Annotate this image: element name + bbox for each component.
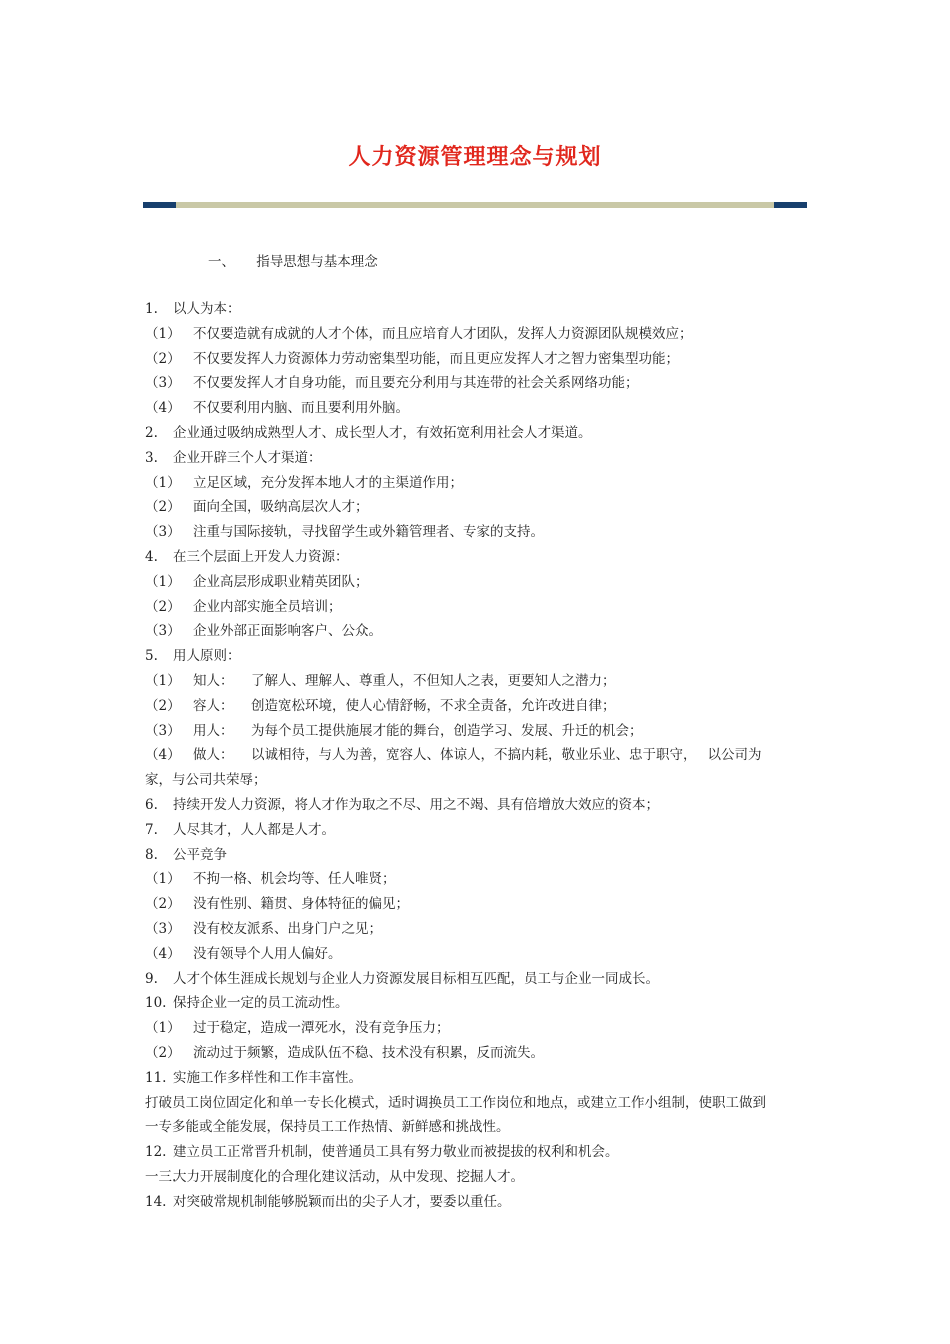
list-marker: 一三.: [145, 1168, 177, 1185]
line-text: 企业通过吸纳成熟型人才、成长型人才，有效拓宽利用社会人才渠道。: [173, 424, 592, 441]
paragraph-line: [145, 322, 810, 347]
list-marker: （1）: [145, 871, 181, 888]
line-text: 企业内部实施全员培训；: [193, 598, 342, 615]
list-marker: （2）: [145, 499, 181, 516]
list-marker: （1）: [145, 474, 181, 491]
paragraph-line: [145, 768, 810, 793]
list-marker: （1）: [145, 1020, 181, 1037]
paragraph-line: [145, 371, 810, 396]
document-title: 人力资源管理理念与规划: [348, 145, 602, 170]
paragraph-line: [145, 818, 810, 843]
paragraph-line: [145, 743, 810, 768]
line-text: 对突破常规机制能够脱颖而出的尖子人才，要委以重任。: [173, 1193, 511, 1210]
paragraph-line: [145, 942, 810, 967]
paragraph-line: [145, 843, 810, 868]
list-marker: 14.: [145, 1193, 167, 1210]
line-text: 建立员工正常晋升机制，使普通员工具有努力敬业而被提拔的权利和机会。: [173, 1144, 619, 1161]
line-text: 公平竞争: [173, 846, 227, 863]
paragraph-line: [145, 991, 810, 1016]
list-marker: （2）: [145, 896, 181, 913]
line-text: 企业高层形成职业精英团队；: [193, 573, 369, 590]
paragraph-line: [145, 1190, 810, 1215]
line-text: 面向全国，吸纳高层次人才；: [193, 499, 369, 516]
list-marker: （3）: [145, 623, 181, 640]
list-marker: （3）: [145, 722, 181, 739]
list-marker: 12.: [145, 1144, 167, 1161]
list-marker: 7.: [145, 821, 158, 838]
line-text: 注重与国际接轨，寻找留学生或外籍管理者、专家的支持。: [193, 524, 544, 541]
line-text: 家，与公司共荣辱；: [145, 772, 267, 789]
line-text: 没有性别、籍贯、身体特征的偏见；: [193, 896, 409, 913]
paragraph-line: [145, 719, 810, 744]
list-marker: （2）: [145, 350, 181, 367]
line-text: 过于稳定，造成一潭死水，没有竞争压力；: [193, 1020, 450, 1037]
list-marker: （4）: [145, 747, 181, 764]
line-text: 不仅要利用内脑、而且要利用外脑。: [193, 400, 409, 417]
divider-left-cap: [143, 202, 176, 208]
paragraph-line: [145, 892, 810, 917]
line-text: 以诚相待，与人为善，宽容人、体谅人，不搞内耗，敬业乐业、忠于职守， 以公司为: [251, 747, 762, 764]
section-heading: [208, 250, 378, 270]
paragraph-line: [145, 570, 810, 595]
list-marker: （1）: [145, 573, 181, 590]
paragraph-line: [145, 917, 810, 942]
paragraph-line: [145, 545, 810, 570]
paragraph-line: [145, 1041, 810, 1066]
line-text: 用人原则：: [173, 648, 241, 665]
paragraph-line: [145, 297, 810, 322]
list-marker: （4）: [145, 945, 181, 962]
line-text: 保持企业一定的员工流动性。: [173, 995, 349, 1012]
line-text: 一专多能或全能发展，保持员工工作热情、新鲜感和挑战性。: [145, 1119, 510, 1136]
line-text: 企业外部正面影响客户、公众。: [193, 623, 382, 640]
paragraph-line: [145, 644, 810, 669]
list-marker: 9.: [145, 970, 158, 987]
list-marker: 11.: [145, 1069, 167, 1086]
paragraph-line: [145, 347, 810, 372]
line-text: 不拘一格、机会均等、任人唯贤；: [193, 871, 396, 888]
document-body: [145, 297, 810, 1214]
paragraph-line: [145, 694, 810, 719]
line-text: 为每个员工提供施展才能的舞台，创造学习、发展、升迁的机会；: [251, 722, 643, 739]
title-divider: [143, 202, 807, 208]
line-text: 不仅要发挥人力资源体力劳动密集型功能，而且更应发挥人才之智力密集型功能；: [193, 350, 679, 367]
paragraph-line: [145, 669, 810, 694]
line-text: 不仅要造就有成就的人才个体，而且应培育人才团队，发挥人力资源团队规模效应；: [193, 325, 693, 342]
line-text: 企业开辟三个人才渠道：: [173, 449, 322, 466]
paragraph-line: [145, 1066, 810, 1091]
list-marker: 6.: [145, 796, 158, 813]
paragraph-line: [145, 421, 810, 446]
list-marker: （3）: [145, 524, 181, 541]
list-marker: （3）: [145, 375, 181, 392]
list-marker: （2）: [145, 1044, 181, 1061]
list-marker: （1）: [145, 325, 181, 342]
line-text: 不仅要发挥人才自身功能，而且要充分利用与其连带的社会关系网络功能；: [193, 375, 639, 392]
paragraph-line: [145, 1115, 810, 1140]
line-text: 人才个体生涯成长规划与企业人力资源发展目标相互匹配，员工与企业一同成长。: [173, 970, 659, 987]
line-text: 人尽其才，人人都是人才。: [173, 821, 335, 838]
paragraph-line: [145, 1016, 810, 1041]
list-marker: （3）: [145, 920, 181, 937]
line-text: 创造宽松环境，使人心情舒畅，不求全责备，允许改进自律；: [251, 697, 616, 714]
principle-keyword: 用人：: [193, 722, 234, 739]
list-marker: 2.: [145, 424, 158, 441]
line-text: 没有领导个人用人偏好。: [193, 945, 342, 962]
list-marker: 1.: [145, 301, 158, 317]
principle-keyword: 做人：: [193, 747, 234, 764]
list-marker: 8.: [145, 846, 158, 863]
divider-right-cap: [774, 202, 807, 208]
line-text: 以人为本：: [173, 301, 241, 317]
paragraph-line: [145, 1140, 810, 1165]
line-text: 打破员工岗位固定化和单一专长化模式，适时调换员工工作岗位和地点，或建立工作小组制，使职工做到: [145, 1094, 766, 1111]
line-text: 没有校友派系、出身门户之见；: [193, 920, 382, 937]
section-number: 一、: [208, 254, 235, 270]
list-marker: 4.: [145, 548, 158, 565]
paragraph-line: [145, 595, 810, 620]
line-text: 立足区域，充分发挥本地人才的主渠道作用；: [193, 474, 463, 491]
line-text: 持续开发人力资源，将人才作为取之不尽、用之不竭、具有倍增放大效应的资本；: [173, 796, 659, 813]
list-marker: 3.: [145, 449, 158, 466]
section-title: 指导思想与基本理念: [256, 254, 378, 270]
paragraph-line: [145, 471, 810, 496]
list-marker: 10.: [145, 995, 167, 1012]
list-marker: （2）: [145, 598, 181, 615]
list-marker: 5.: [145, 648, 158, 665]
paragraph-line: [145, 446, 810, 471]
principle-keyword: 容人：: [193, 697, 234, 714]
line-text: 流动过于频繁，造成队伍不稳、技术没有积累，反而流失。: [193, 1044, 544, 1061]
paragraph-line: [145, 520, 810, 545]
paragraph-line: [145, 867, 810, 892]
line-text: 大力开展制度化的合理化建议活动，从中发现、挖掘人才。: [173, 1168, 524, 1185]
paragraph-line: [145, 396, 810, 421]
principle-keyword: 知人：: [193, 672, 234, 689]
paragraph-line: [145, 495, 810, 520]
list-marker: （1）: [145, 672, 181, 689]
list-marker: （2）: [145, 697, 181, 714]
list-marker: （4）: [145, 400, 181, 417]
line-text: 实施工作多样性和工作丰富性。: [173, 1069, 362, 1086]
line-text: 了解人、理解人、尊重人，不但知人之表，更要知人之潜力；: [251, 672, 616, 689]
paragraph-line: [145, 793, 810, 818]
paragraph-line: [145, 619, 810, 644]
paragraph-line: [145, 1091, 810, 1116]
paragraph-line: [145, 967, 810, 992]
line-text: 在三个层面上开发人力资源：: [173, 548, 349, 565]
paragraph-line: [145, 1165, 810, 1190]
